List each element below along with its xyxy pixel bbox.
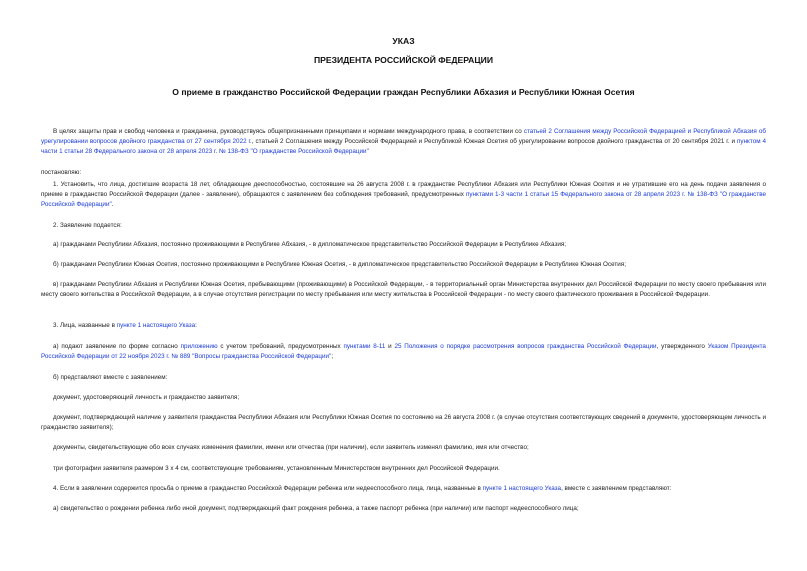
item-3-paragraph (41, 321, 766, 331)
item-1-link-law[interactable]: пунктами 1-3 части 1 статьи 15 Федерального закона от 28 апреля 2023 г. № 138-ФЗ "О гражданстве Российской Федерации" (41, 191, 766, 208)
item-2a-paragraph: а) гражданами Республики Абхазия, постоянно проживающими в Республике Абхазия, - в дипломатическое представительство Российской Федерации в Республике Абхазия; (53, 241, 567, 248)
preamble-link-federal-law[interactable]: пунктом 4 части 1 статьи 28 Федерального закона от 28 апреля 2023 г. № 138-ФЗ "О гражданстве Российской Федерации" (41, 138, 766, 155)
item-3a-text-3: и (385, 343, 395, 350)
item-3-text: 3. Лица, названные в (53, 322, 117, 329)
doc-list-item-4: три фотографии заявителя размером 3 x 4 см, соответствующие требованиям, установленным Министерством внутренних дел Российской Федерации. (53, 465, 500, 472)
item-3b-paragraph: б) представляют вместе с заявлением: (53, 374, 168, 381)
doc-list-item-3: документы, свидетельствующие обо всех случаях изменения фамилии, имени или отчества (при наличии), если заявитель изменял фамилию, имя или отчество; (53, 444, 529, 451)
decree-title: УКАЗ (392, 36, 415, 46)
item-1-text-end: . (111, 201, 114, 208)
item-1-paragraph (41, 180, 766, 210)
preamble-text-1: В целях защиты прав и свобод человека и гражданина, руководствуясь общепризнанными принципами и нормами международного права, в соответствии со (53, 128, 524, 135)
decree-issuer: ПРЕЗИДЕНТА РОССИЙСКОЙ ФЕДЕРАЦИИ (313, 55, 494, 65)
item-2b-paragraph: б) гражданами Республики Южная Осетия, постоянно проживающими в Республике Южная Осетия, - в дипломатическое представительство Российской Федерации в Республике Южная Осетия; (53, 261, 626, 268)
item-3-link-point-1[interactable]: пункте 1 настоящего Указа (116, 322, 196, 329)
item-3a-link-regulation[interactable]: 25 Положения о порядке рассмотрения вопросов гражданства Российской Федерации (394, 343, 657, 350)
item-2c-paragraph: в) гражданами Республики Абхазия и Республики Южная Осетия, пребывающими (проживающими) в Российской Федерации, - в территориальный орган Министерства внутренних дел Российской Федерации по месту своего пребывания или месту своего жительства в Российской Федерации, а в случае отсутствия регистрации по месту пребывания или месту жительства в Российской Федерации - по месту своего фактического проживания в Российской Федерации. (41, 281, 766, 298)
item-2-paragraph: 2. Заявление подается: (53, 222, 122, 229)
item-3a-link-points-8-11[interactable]: пунктами 8-11 (343, 343, 386, 350)
item-3-text-end: : (195, 322, 197, 329)
item-3a-link-decree-889[interactable]: Указом Президента Российской Федерации от 22 ноября 2023 г. № 889 "Вопросы гражданства Российской Федерации" (41, 343, 766, 360)
item-4-text: 4. Если в заявлении содержится просьба о приеме в гражданство Российской Федерации ребенка или недееспособного лица, лица, названные в (53, 485, 483, 492)
item-3a-text-1: а) подают заявление по форме согласно (53, 343, 181, 350)
preamble-link-abkhazia-agreement[interactable]: статьей 2 Соглашения между Российской Федерацией и Республикой Абхазия об урегулировании вопросов двойного гражданства от 27 сентября 2022 г. (41, 128, 766, 145)
item-3a-link-appendix[interactable]: приложению (180, 343, 218, 350)
decree-subject: О приеме в гражданство Российской Федерации граждан Республики Абхазия и Республики Южная Осетия (172, 87, 635, 97)
item-3a-paragraph (41, 342, 766, 362)
item-3a-text-2: с учетом требований, предусмотренных (217, 343, 344, 350)
doc-list-item-2: документ, подтверждающий наличие у заявителя гражданства Республики Абхазия или Республики Южная Осетия по состоянию на 26 августа 2008 г. (в случае отсутствия соответствующих сведений в документе, удостоверяющем личность и гражданство заявителя); (41, 414, 766, 431)
item-1-text: 1. Установить, что лица, достигшие возраста 18 лет, обладающие дееспособностью, состоявшие на 26 августа 2008 г. в гражданстве Республики Абхазия или Республики Южная Осетия и не утратившие его на день подачи заявления о приеме в гражданство Российской Федерации (далее - заявление), обращаются с заявлением без соблюдения требований, предусмотренных (41, 181, 766, 198)
preamble-text-2: , статьей 2 Соглашения между Российской Федерацией и Республикой Южная Осетия об урегулировании вопросов двойного гражданства от 20 сентября 2021 г. и (251, 138, 738, 145)
item-4a-paragraph: а) свидетельство о рождении ребенка либо иной документ, подтверждающий факт рождения ребенка, а также паспорт ребенка (при наличии) или паспорт недееспособного лица; (53, 505, 579, 512)
item-4-paragraph (41, 484, 766, 494)
preamble-paragraph (41, 127, 766, 157)
item-4-link-point-1[interactable]: пункте 1 настоящего Указа (482, 485, 562, 492)
item-3a-text-5: ; (331, 353, 334, 360)
decree-word: постановляю: (41, 169, 82, 176)
doc-list-item-1: документ, удостоверяющий личность и гражданство заявителя; (53, 394, 240, 401)
item-4-text-end: , вместе с заявлением представляют: (561, 485, 672, 492)
item-3a-text-4: , утвержденного (656, 343, 708, 350)
